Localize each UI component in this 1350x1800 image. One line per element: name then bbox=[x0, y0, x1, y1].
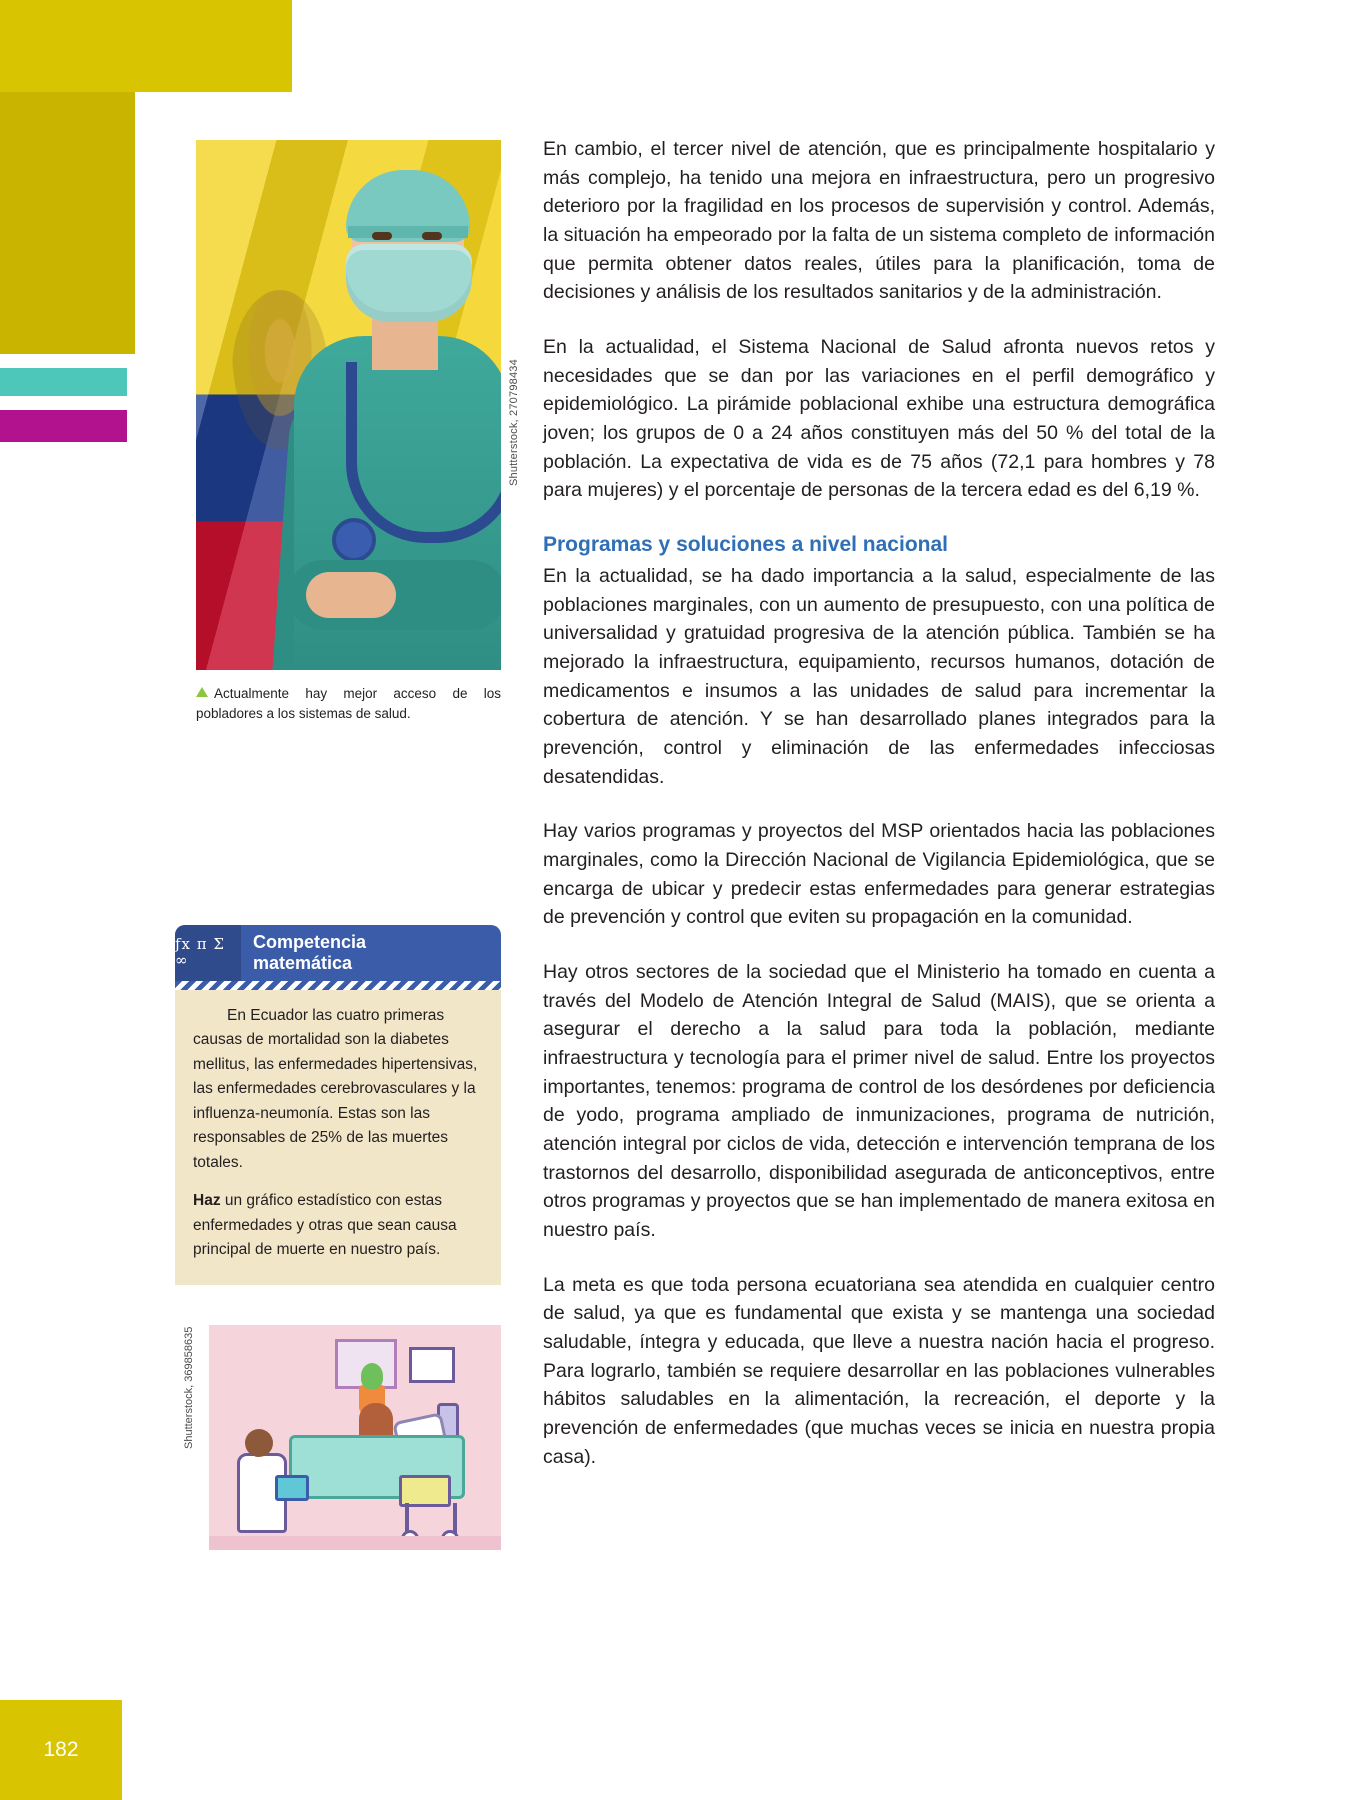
competence-box-title bbox=[241, 932, 366, 973]
body-paragraph-5: Hay otros sectores de la sociedad que el Ministerio ha tomado en cuenta a través del Modelo de Atención Integral de Salud (MAIS), que se orienta a asegurar el derecho a la salud para toda la población, mediante infraestructura y tecnología para el primer nivel de salud. Entre los proyectos importantes, tenemos: programa de control de los desórdenes por deficiencia de yodo, programa ampliado de inmunizaciones, programa de nutrición, atención integral por ciclos de vida, detección e intervención temprana de los trastornos del desarrollo, disponibilidad asegurada de anticonceptivos, entre otros programas y proyectos que se han implementado de manera exitosa en nuestro país. bbox=[543, 961, 1215, 1241]
surgical-mask bbox=[346, 244, 472, 322]
body-paragraph-4: Hay varios programas y proyectos del MSP orientados hacia las poblaciones marginales, como la Dirección Nacional de Vigilancia Epidemiológica, que se encarga de ubicar y predecir estas enfermedades para generar estrategias de prevención y control que eviten su propagación en la comunidad. bbox=[543, 820, 1215, 929]
decor-teal-bar bbox=[0, 368, 127, 396]
photo-credit: Shutterstock, 270798434 bbox=[508, 359, 520, 486]
illustration-monitor-icon bbox=[409, 1347, 455, 1383]
body-paragraph-1: En cambio, el tercer nivel de atención, que es principalmente hospitalario y más complejo, ha tenido una mejora en infraestructura, pero un progresivo deterioro por la fragilidad en los procesos de supervisión y control. Además, la situación ha empeorado por la falta de un sistema completo de información que permita obtener datos reales, útiles para la planificación, toma de decisiones y análisis de los resultados sanitarios y de la administración. bbox=[543, 138, 1215, 304]
illustration-floor bbox=[209, 1536, 501, 1550]
stethoscope-icon bbox=[346, 362, 501, 543]
illustration-doctor-head bbox=[245, 1429, 273, 1457]
photo-caption bbox=[196, 684, 501, 723]
decor-yellow-top-block bbox=[0, 0, 292, 92]
competence-paragraph-2-text: un gráfico estadístico con estas enfermedades y otras que sean causa principal de muerte en nuestro país. bbox=[193, 1192, 457, 1259]
doctor-eye-right bbox=[422, 232, 442, 240]
competence-paragraph-1: En Ecuador las cuatro primeras causas de mortalidad son la diabetes mellitus, las enfermedades hipertensivas, las enfermedades cerebrovasculares y la influenza-neumonía. Estas son las responsables de 25% de las muertes totales. bbox=[193, 1007, 478, 1171]
doctor-eye-left bbox=[372, 232, 392, 240]
competence-paragraph-2-bold: Haz bbox=[193, 1192, 221, 1210]
competence-title-line2: matemática bbox=[253, 953, 353, 973]
body-paragraph-6: La meta es que toda persona ecuatoriana sea atendida en cualquier centro de salud, ya que es fundamental que exista y se mantenga una sociedad saludable, íntegra y educada, que lleve a nuestra nación hacia el progreso. Para lograrlo, también se requiere desarrollar en las poblaciones vulnerables hábitos saludables en la alimentación, la recreación, el deporte y la prevención de enfermedades (que muchas veces se inicia en nuestra propia casa). bbox=[543, 1273, 1215, 1468]
competence-box-body bbox=[175, 990, 501, 1285]
section-subheading: Programas y soluciones a nivel nacional bbox=[543, 532, 948, 556]
hospital-illustration bbox=[209, 1325, 501, 1550]
main-text-column bbox=[543, 135, 1215, 1471]
triangle-up-icon bbox=[196, 687, 208, 697]
competence-title-line1: Competencia bbox=[253, 932, 367, 953]
competence-paragraph-2 bbox=[193, 1189, 483, 1262]
left-column bbox=[196, 140, 501, 723]
decor-yellow-left-block bbox=[0, 92, 135, 354]
doctor-photo bbox=[196, 140, 501, 670]
decor-magenta-bar bbox=[0, 410, 127, 442]
competence-box bbox=[175, 925, 501, 1285]
illustration-tablet-icon bbox=[275, 1475, 309, 1501]
page-number: 182 bbox=[43, 1738, 79, 1761]
stethoscope-chestpiece bbox=[332, 518, 376, 562]
math-formula-icon: ƒx π Σ ∞ bbox=[175, 925, 241, 981]
doctor-forearm bbox=[306, 572, 396, 618]
zigzag-divider bbox=[175, 981, 501, 990]
illustration-credit: Shutterstock, 369858635 bbox=[183, 1326, 195, 1449]
photo-caption-text: Actualmente hay mejor acceso de los pobladores a los sistemas de salud. bbox=[196, 686, 501, 721]
competence-box-header bbox=[175, 925, 501, 981]
surgical-cap-band bbox=[348, 226, 468, 238]
body-paragraph-3: En la actualidad, se ha dado importancia a la salud, especialmente de las poblaciones marginales, con un aumento de presupuesto, con una política de universalidad y gratuidad progresiva de la atención pública. También se ha mejorado la infraestructura, equipamiento, recursos humanos, dotación de medicamentos e insumos a las unidades de salud para incrementar la cobertura de atención. Y se han desarrollado planes integrados para la prevención, control y eliminación de las enfermedades infecciosas desatendidas. bbox=[543, 565, 1215, 788]
body-paragraph-2: En la actualidad, el Sistema Nacional de Salud afronta nuevos retos y necesidades que se dan por las variaciones en el perfil demográfico y epidemiológico. La pirámide poblacional exhibe una estructura demográfica joven; los grupos de 0 a 24 años constituyen más del 50 % del total de la población. La expectativa de vida es de 75 años (72,1 para hombres y 78 para mujeres) y el porcentaje de personas de la tercera edad es del 6,19 %. bbox=[543, 335, 1215, 502]
